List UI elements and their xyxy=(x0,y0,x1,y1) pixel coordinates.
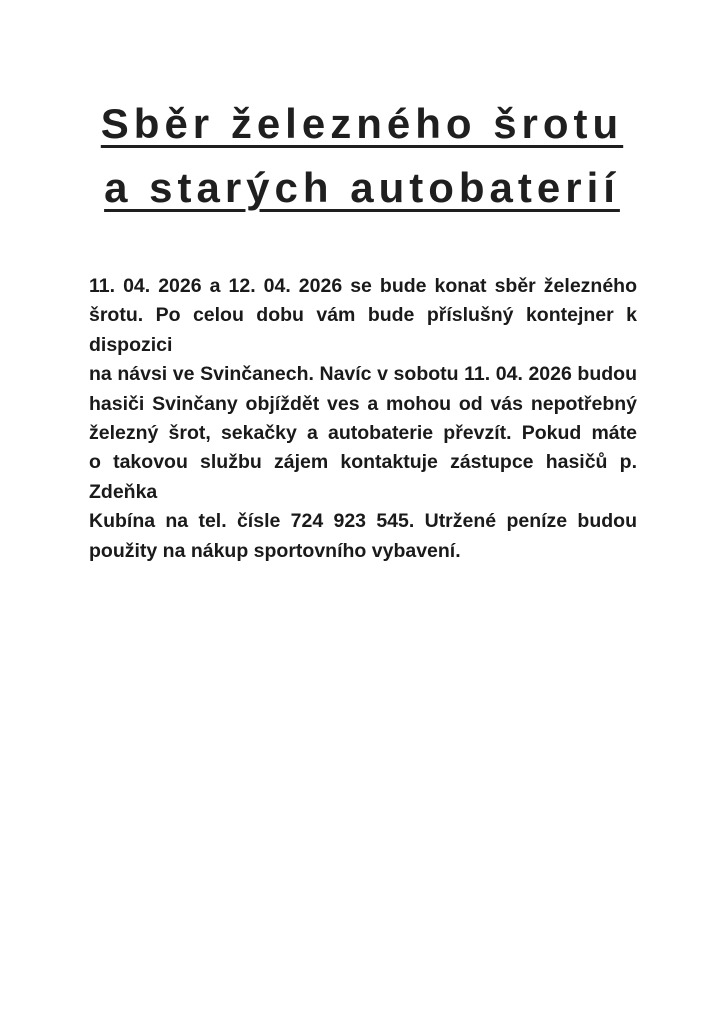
paragraph-line: na návsi ve Svinčanech. Navíc v sobotu 11. 04. 2026 budou xyxy=(89,363,637,386)
paragraph-line: použity na nákup sportovního vybavení. xyxy=(89,539,461,562)
paragraph-line: hasiči Svinčany objíždět ves a mohou od vás nepotřebný xyxy=(89,392,637,415)
paragraph-line: o takovou službu zájem kontaktuje zástupce hasičů p. Zdeňka xyxy=(89,451,637,503)
paragraph-line: 11. 04. 2026 a 12. 04. 2026 se bude konat sběr železného xyxy=(89,275,637,297)
announcement-paragraph xyxy=(89,272,637,566)
title-line-1: Sběr železného šrotu xyxy=(100,100,624,147)
paragraph-line: šrotu. Po celou dobu vám bude příslušný kontejner k dispozici xyxy=(89,304,637,356)
document-title xyxy=(0,92,724,220)
paragraph-line: železný šrot, sekačky a autobaterie převzít. Pokud máte xyxy=(89,422,637,445)
paragraph-line: Kubína na tel. čísle 724 923 545. Utržené peníze budou xyxy=(89,510,637,533)
title-line-2: a starých autobaterií xyxy=(104,164,620,211)
